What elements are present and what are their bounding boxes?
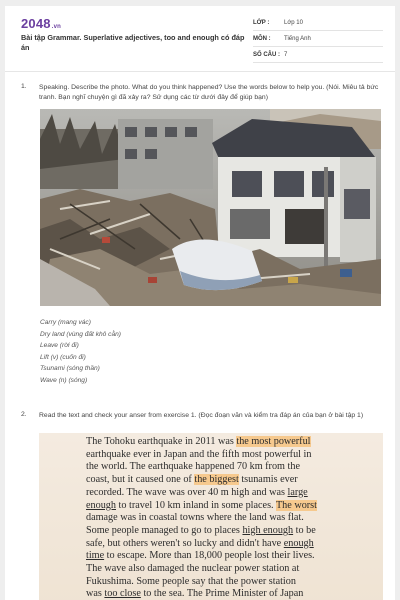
question-number: 2. (21, 411, 27, 418)
meta-label: SỐ CÂU : (253, 52, 280, 58)
underlined-phrase: large (287, 486, 308, 498)
meta-value: Tiếng Anh (284, 36, 311, 42)
meta-info (253, 15, 383, 63)
reading-passage-image (39, 433, 383, 600)
underlined-phrase: enough (283, 537, 314, 549)
meta-value: 7 (284, 52, 288, 58)
passage-text: to escape. More than 18,000 people lost their lives. The wave also damaged the nuclear power station at Fukushima. Some people say that the power station was (86, 550, 315, 600)
passage-text: to the sea. The Prime Minister of Japan (140, 588, 304, 600)
page-title: Bài tập Grammar. Superlative adjectives, too and enough có đáp án (21, 33, 245, 52)
question-number: 1. (21, 83, 27, 90)
underlined-phrase: too close (104, 588, 141, 600)
vocab-item: Lift (v) (cuốn đi) (40, 353, 86, 361)
meta-row-class (253, 15, 383, 31)
reading-passage (86, 436, 383, 600)
passage-text: earthquake ever in Japan and the fifth most powerful in the world. The earthquake happened 70 km from the coast, but it caused one of (86, 448, 312, 486)
underlined-phrase: high enough (242, 524, 294, 536)
highlighted-phrase: The worst (275, 499, 317, 511)
highlighted-phrase: the biggest (194, 474, 239, 486)
passage-text: The Tohoku earthquake in 2011 was (86, 436, 237, 447)
meta-row-question-count (253, 47, 383, 63)
site-logo[interactable]: 2048.vn (21, 16, 62, 31)
passage-text: damage was in coastal towns where the land was flat. Some people managed to go to places (86, 512, 304, 536)
worksheet-page (5, 6, 395, 600)
tsunami-photo (40, 109, 381, 306)
vocabulary-list (40, 317, 121, 387)
passage-text: to be safe, but others weren't so lucky and didn't have (86, 524, 316, 549)
vocab-item: Carry (mang vác) (40, 319, 91, 326)
question-1-text: Speaking. Describe the photo. What do you think happened? Use the words below to help you. (Nói. Miêu tả bức tranh. Bạn nghĩ chuyện gì đã xảy ra? Sử dụng các từ dưới đây để giúp bạn) (39, 84, 379, 101)
underlined-phrase: enough (86, 499, 116, 511)
passage-text: tsunamis ever recorded. The wave was over 40 m high and was (86, 474, 298, 498)
meta-row-subject (253, 31, 383, 47)
meta-value: Lớp 10 (284, 20, 303, 26)
underlined-phrase: time (86, 550, 105, 562)
question-2-text: Read the text and check your anser from exercise 1. (Đọc đoạn văn và kiểm tra đáp án của bạn ở bài tập 1) (39, 412, 364, 419)
vocab-item: Dry land (vùng đất khô cằn) (40, 330, 121, 338)
vocab-item: Wave (n) (sóng) (40, 376, 88, 384)
highlighted-phrase: the most powerful (236, 436, 311, 447)
header-divider (5, 71, 395, 72)
passage-text: to travel 10 km inland in some places. (116, 499, 276, 511)
vocab-item: Leave (rời đi) (40, 342, 79, 350)
vocab-item: Tsunami (sóng thần) (40, 365, 100, 373)
meta-label: LỚP : (253, 20, 270, 26)
meta-label: MÔN : (253, 36, 271, 42)
